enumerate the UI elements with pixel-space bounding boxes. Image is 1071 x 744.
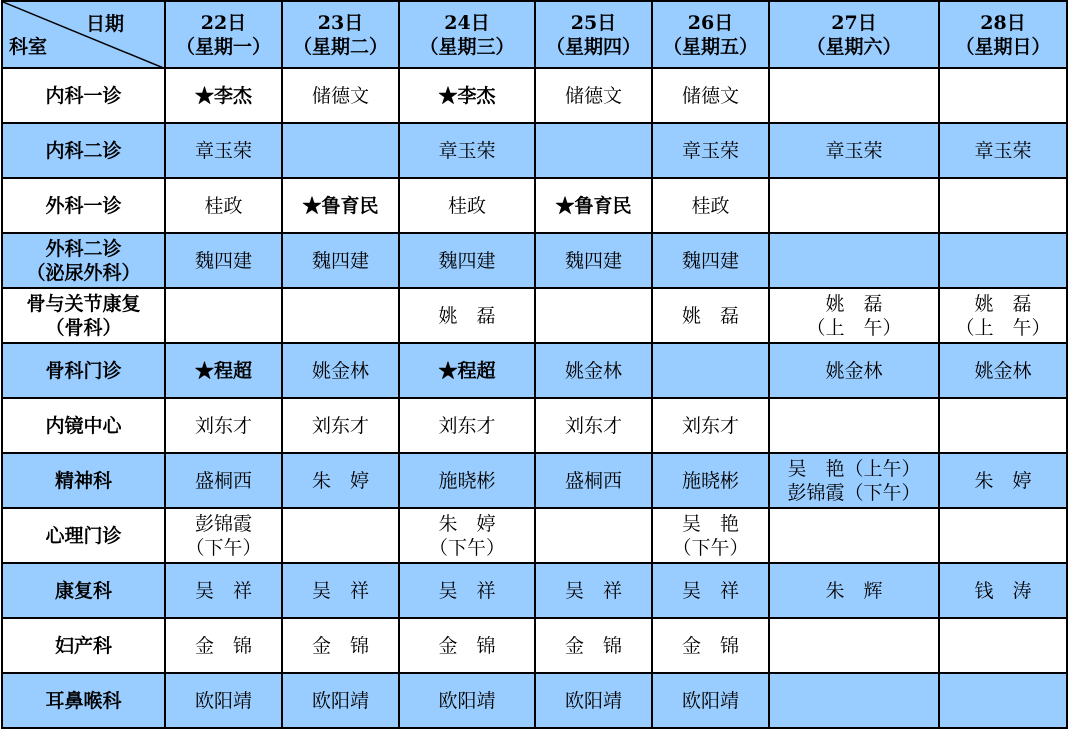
doctor-name: 盛桐西: [194, 469, 252, 492]
doctor-name: 吴 祥: [438, 579, 496, 602]
table-row: [2, 288, 1067, 343]
duty-cell: [282, 233, 399, 288]
doctor-name: 朱 婷: [311, 469, 369, 492]
duty-cell: [769, 673, 939, 728]
table-row: [2, 343, 1067, 398]
duty-cell: [282, 508, 399, 563]
doctor-name: 朱 辉: [825, 579, 883, 602]
duty-cell: [165, 343, 282, 398]
dept-label: 骨科门诊: [45, 359, 122, 382]
table-row: [2, 673, 1067, 728]
dept-cell: [2, 123, 165, 178]
dept-cell: [2, 398, 165, 453]
doctor-name: 姚金林: [564, 359, 622, 382]
doctor-name: 姚金林: [825, 359, 883, 382]
doctor-name: 刘东才: [311, 414, 369, 437]
duty-cell: [939, 673, 1067, 728]
doctor-name: 章玉荣: [974, 139, 1032, 162]
doctor-name: 彭锦霞（下午）: [787, 481, 921, 504]
doctor-name: 姚 磊: [438, 304, 496, 327]
duty-cell: [399, 453, 535, 508]
duty-cell: [282, 453, 399, 508]
duty-cell: [165, 398, 282, 453]
duty-cell: [769, 178, 939, 233]
table-row: [2, 508, 1067, 563]
day-header-cell: [165, 1, 282, 68]
duty-cell: [652, 233, 769, 288]
duty-cell: [282, 68, 399, 123]
dept-cell: [2, 618, 165, 673]
doctor-name: 刘东才: [681, 414, 739, 437]
header-row: [2, 1, 1067, 68]
dept-label: 妇产科: [54, 634, 112, 657]
table-row: [2, 233, 1067, 288]
doctor-name: 欧阳靖: [194, 689, 252, 712]
duty-cell: [399, 343, 535, 398]
duty-cell: [939, 123, 1067, 178]
doctor-name: 吴 祥: [311, 579, 369, 602]
duty-cell: [399, 563, 535, 618]
duty-cell: [165, 618, 282, 673]
doctor-name: ★程超: [438, 359, 496, 382]
duty-cell: [282, 563, 399, 618]
day-header-cell: [939, 1, 1067, 68]
duty-cell: [399, 288, 535, 343]
duty-cell: [165, 178, 282, 233]
doctor-name: 姚 磊: [974, 292, 1032, 315]
duty-cell: [939, 618, 1067, 673]
day-date: 22日: [200, 11, 247, 34]
duty-cell: [399, 618, 535, 673]
duty-cell: [535, 123, 652, 178]
doctor-name: 储德文: [681, 84, 739, 107]
table-row: [2, 453, 1067, 508]
day-weekday: （星期一）: [175, 35, 271, 58]
dept-cell: [2, 288, 165, 343]
duty-cell: [939, 68, 1067, 123]
duty-cell: [769, 453, 939, 508]
doctor-name: （上 午）: [955, 316, 1051, 339]
duty-cell: [769, 343, 939, 398]
duty-cell: [652, 343, 769, 398]
duty-cell: [165, 123, 282, 178]
doctor-name: （下午）: [428, 536, 505, 559]
doctor-name: （下午）: [672, 536, 749, 559]
dept-label: 外科一诊: [45, 194, 122, 217]
doctor-name: ★李杰: [438, 84, 496, 107]
duty-cell: [535, 343, 652, 398]
doctor-name: 储德文: [311, 84, 369, 107]
day-header-cell: [535, 1, 652, 68]
doctor-name: 吴 艳: [681, 512, 739, 535]
doctor-name: 魏四建: [438, 249, 496, 272]
doctor-name: 章玉荣: [438, 139, 496, 162]
duty-cell: [769, 563, 939, 618]
dept-label: 骨与关节康复: [26, 292, 141, 315]
duty-cell: [399, 398, 535, 453]
duty-cell: [282, 398, 399, 453]
duty-cell: [165, 233, 282, 288]
doctor-name: 魏四建: [681, 249, 739, 272]
duty-cell: [652, 508, 769, 563]
doctor-name: 姚金林: [311, 359, 369, 382]
day-header-cell: [399, 1, 535, 68]
dept-cell: [2, 673, 165, 728]
dept-label: 外科二诊: [45, 237, 122, 260]
doctor-name: 刘东才: [438, 414, 496, 437]
duty-cell: [939, 288, 1067, 343]
duty-cell: [652, 178, 769, 233]
duty-cell: [939, 343, 1067, 398]
doctor-name: 魏四建: [564, 249, 622, 272]
duty-cell: [535, 453, 652, 508]
doctor-name: 章玉荣: [681, 139, 739, 162]
doctor-name: 施晓彬: [438, 469, 496, 492]
dept-cell: [2, 563, 165, 618]
dept-label: 内镜中心: [45, 414, 122, 437]
duty-cell: [769, 398, 939, 453]
duty-cell: [652, 398, 769, 453]
duty-cell: [399, 178, 535, 233]
day-weekday: （星期三）: [419, 35, 515, 58]
duty-cell: [769, 618, 939, 673]
duty-cell: [535, 288, 652, 343]
duty-cell: [535, 398, 652, 453]
doctor-name: 章玉荣: [825, 139, 883, 162]
duty-cell: [939, 233, 1067, 288]
day-date: 28日: [980, 11, 1026, 34]
day-header-cell: [282, 1, 399, 68]
doctor-name: 金 锦: [194, 634, 252, 657]
day-date: 26日: [687, 11, 734, 34]
dept-label: 康复科: [54, 579, 112, 602]
day-date: 24日: [444, 11, 490, 34]
doctor-name: 吴 祥: [194, 579, 252, 602]
duty-cell: [652, 563, 769, 618]
dept-label: 耳鼻喉科: [45, 689, 122, 712]
dept-label: （骨科）: [45, 316, 122, 339]
dept-label: 内科二诊: [45, 139, 122, 162]
duty-cell: [535, 233, 652, 288]
dept-label: （泌尿外科）: [26, 261, 141, 284]
dept-cell: [2, 343, 165, 398]
dept-cell: [2, 233, 165, 288]
duty-cell: [939, 178, 1067, 233]
doctor-name: 金 锦: [681, 634, 739, 657]
doctor-name: 吴 艳（上午）: [787, 457, 921, 480]
doctor-name: 桂政: [447, 194, 486, 217]
duty-cell: [165, 288, 282, 343]
doctor-name: 施晓彬: [681, 469, 739, 492]
duty-cell: [165, 68, 282, 123]
doctor-name: ★鲁育民: [302, 194, 379, 217]
day-weekday: （星期二）: [292, 35, 388, 58]
duty-cell: [535, 178, 652, 233]
doctor-name: 金 锦: [311, 634, 369, 657]
duty-schedule-table: [1, 0, 1068, 729]
doctor-name: 钱 涛: [974, 579, 1032, 602]
doctor-name: 刘东才: [564, 414, 622, 437]
day-date: 27日: [831, 11, 877, 34]
doctor-name: 欧阳靖: [438, 689, 496, 712]
duty-cell: [652, 288, 769, 343]
duty-cell: [652, 618, 769, 673]
doctor-name: 欧阳靖: [564, 689, 622, 712]
doctor-name: 姚 磊: [825, 292, 883, 315]
day-date: 25日: [570, 11, 617, 34]
duty-cell: [652, 123, 769, 178]
duty-cell: [399, 233, 535, 288]
day-header-cell: [769, 1, 939, 68]
duty-cell: [165, 673, 282, 728]
duty-cell: [535, 508, 652, 563]
doctor-name: 朱 婷: [438, 512, 496, 535]
doctor-name: 魏四建: [194, 249, 252, 272]
dept-cell: [2, 508, 165, 563]
doctor-name: 桂政: [691, 194, 730, 217]
duty-cell: [769, 123, 939, 178]
duty-cell: [282, 123, 399, 178]
duty-cell: [652, 453, 769, 508]
dept-label: 精神科: [54, 469, 112, 492]
duty-cell: [399, 68, 535, 123]
doctor-name: 欧阳靖: [311, 689, 369, 712]
day-weekday: （星期四）: [545, 35, 641, 58]
table-row: [2, 123, 1067, 178]
doctor-name: 吴 祥: [564, 579, 622, 602]
duty-cell: [535, 618, 652, 673]
duty-cell: [652, 68, 769, 123]
duty-cell: [165, 453, 282, 508]
day-header-cell: [652, 1, 769, 68]
duty-cell: [769, 233, 939, 288]
day-weekday: （星期日）: [955, 35, 1051, 58]
duty-cell: [399, 673, 535, 728]
doctor-name: 盛桐西: [564, 469, 622, 492]
table-row: [2, 178, 1067, 233]
duty-cell: [769, 508, 939, 563]
dept-label: 心理门诊: [45, 524, 122, 547]
doctor-name: 金 锦: [564, 634, 622, 657]
table-row: [2, 68, 1067, 123]
duty-cell: [652, 673, 769, 728]
doctor-name: ★李杰: [194, 84, 252, 107]
doctor-name: 桂政: [204, 194, 243, 217]
duty-cell: [282, 618, 399, 673]
corner-date-label: 日期: [85, 13, 124, 35]
dept-cell: [2, 178, 165, 233]
doctor-name: 朱 婷: [974, 469, 1032, 492]
duty-cell: [535, 68, 652, 123]
duty-cell: [399, 123, 535, 178]
duty-cell: [282, 673, 399, 728]
day-weekday: （星期五）: [662, 35, 758, 58]
duty-cell: [399, 508, 535, 563]
duty-cell: [939, 508, 1067, 563]
duty-cell: [165, 508, 282, 563]
day-weekday: （星期六）: [806, 35, 902, 58]
doctor-name: ★程超: [194, 359, 252, 382]
table-row: [2, 398, 1067, 453]
doctor-name: 姚金林: [974, 359, 1032, 382]
doctor-name: 章玉荣: [194, 139, 252, 162]
duty-cell: [769, 68, 939, 123]
doctor-name: 彭锦霞: [194, 512, 252, 535]
corner-header-cell: [2, 1, 165, 68]
schedule-table-wrapper: [1, 0, 1068, 729]
day-date: 23日: [317, 11, 364, 34]
table-row: [2, 563, 1067, 618]
dept-label: 内科一诊: [45, 84, 122, 107]
duty-cell: [939, 398, 1067, 453]
duty-cell: [535, 673, 652, 728]
doctor-name: 欧阳靖: [681, 689, 739, 712]
duty-cell: [535, 563, 652, 618]
dept-cell: [2, 453, 165, 508]
doctor-name: ★鲁育民: [555, 194, 632, 217]
duty-cell: [939, 563, 1067, 618]
duty-cell: [939, 453, 1067, 508]
table-row: [2, 618, 1067, 673]
duty-cell: [165, 563, 282, 618]
doctor-name: 金 锦: [438, 634, 496, 657]
dept-cell: [2, 68, 165, 123]
doctor-name: 姚 磊: [681, 304, 739, 327]
doctor-name: 吴 祥: [681, 579, 739, 602]
doctor-name: （下午）: [185, 536, 262, 559]
duty-cell: [282, 288, 399, 343]
doctor-name: 储德文: [564, 84, 622, 107]
doctor-name: 魏四建: [311, 249, 369, 272]
duty-cell: [282, 343, 399, 398]
duty-cell: [769, 288, 939, 343]
corner-dept-label: 科室: [9, 36, 48, 58]
duty-cell: [282, 178, 399, 233]
doctor-name: （上 午）: [806, 316, 902, 339]
doctor-name: 刘东才: [194, 414, 252, 437]
